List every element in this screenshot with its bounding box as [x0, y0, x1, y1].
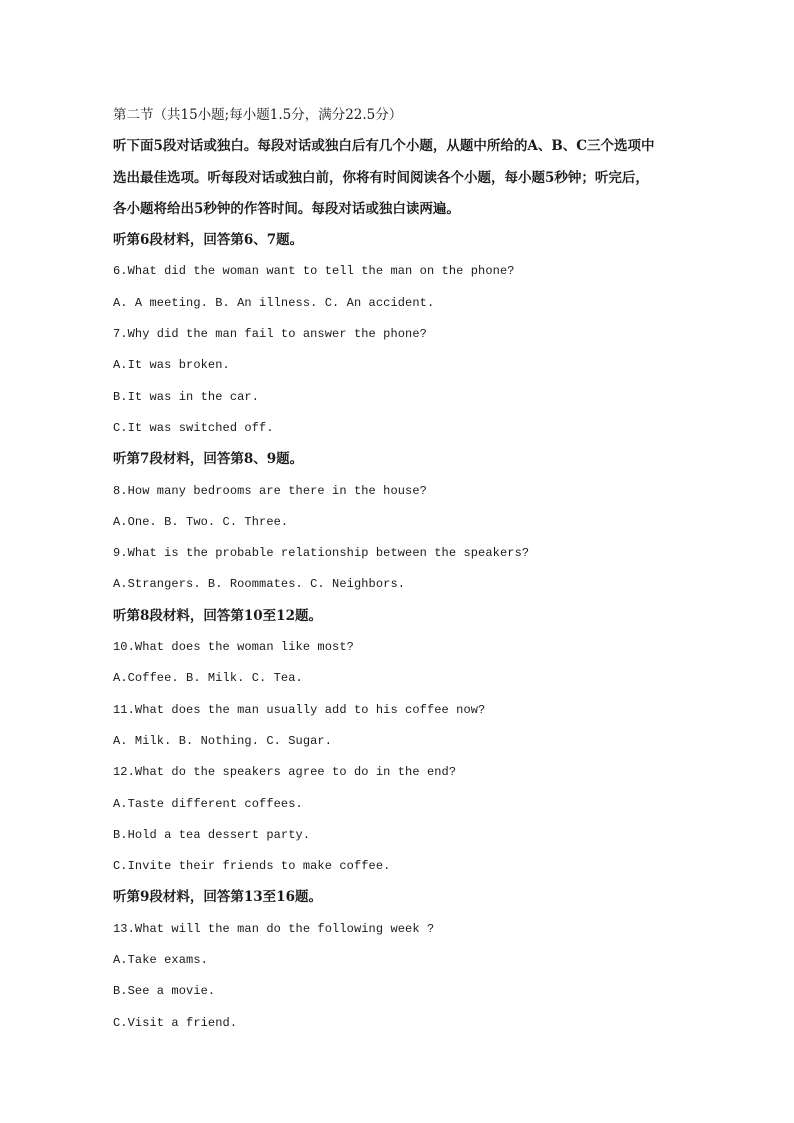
question-stem: 12.What do the speakers agree to do in the end?	[113, 765, 457, 780]
instructions-line-2: 选出最佳选项。听每段对话或独白前，你将有时间阅读各个小题，每小题5秒钟；听完后，	[113, 169, 649, 186]
question-option: A.It was broken.	[113, 358, 230, 373]
group-heading: 听第7段材料，回答第8、9题。	[113, 451, 304, 468]
group-heading: 听第8段材料，回答第10至12题。	[113, 607, 322, 624]
question-options: A.Coffee. B. Milk. C. Tea.	[113, 671, 303, 686]
question-options: A. A meeting. B. An illness. C. An accident.	[113, 295, 435, 310]
question-option: B.It was in the car.	[113, 389, 260, 404]
question-stem: 10.What does the woman like most?	[113, 640, 354, 655]
question-option: B.Hold a tea dessert party.	[113, 827, 311, 842]
question-option: C.Visit a friend.	[113, 1015, 238, 1030]
instructions-line-3: 各小题将给出5秒钟的作答时间。每段对话或独白读两遍。	[113, 200, 460, 217]
group-heading: 听第6段材料，回答第6、7题。	[113, 232, 304, 249]
question-stem: 8.How many bedrooms are there in the house?	[113, 483, 427, 498]
question-option: B.See a movie.	[113, 984, 216, 999]
question-stem: 11.What does the man usually add to his coffee now?	[113, 702, 486, 717]
question-options: A.One. B. Two. C. Three.	[113, 514, 289, 529]
question-stem: 6.What did the woman want to tell the man on the phone?	[113, 264, 515, 279]
exam-page	[113, 100, 693, 1039]
question-options: A.Strangers. B. Roommates. C. Neighbors.	[113, 577, 406, 592]
question-option: A.Taste different coffees.	[113, 796, 303, 811]
question-option: C.It was switched off.	[113, 420, 274, 435]
question-option: A.Take exams.	[113, 953, 208, 968]
section-title: 第二节（共15小题;每小题1.5分，满分22.5分）	[113, 107, 403, 123]
question-stem: 13.What will the man do the following week ?	[113, 921, 435, 936]
question-options: A. Milk. B. Nothing. C. Sugar.	[113, 733, 333, 748]
question-option: C.Invite their friends to make coffee.	[113, 859, 391, 874]
question-stem: 7.Why did the man fail to answer the phone?	[113, 327, 427, 342]
question-stem: 9.What is the probable relationship between the speakers?	[113, 546, 530, 561]
instructions-line-1: 听下面5段对话或独白。每段对话或独白后有几个小题，从题中所给的A、B、C三个选项中	[113, 138, 655, 155]
group-heading: 听第9段材料，回答第13至16题。	[113, 889, 322, 906]
